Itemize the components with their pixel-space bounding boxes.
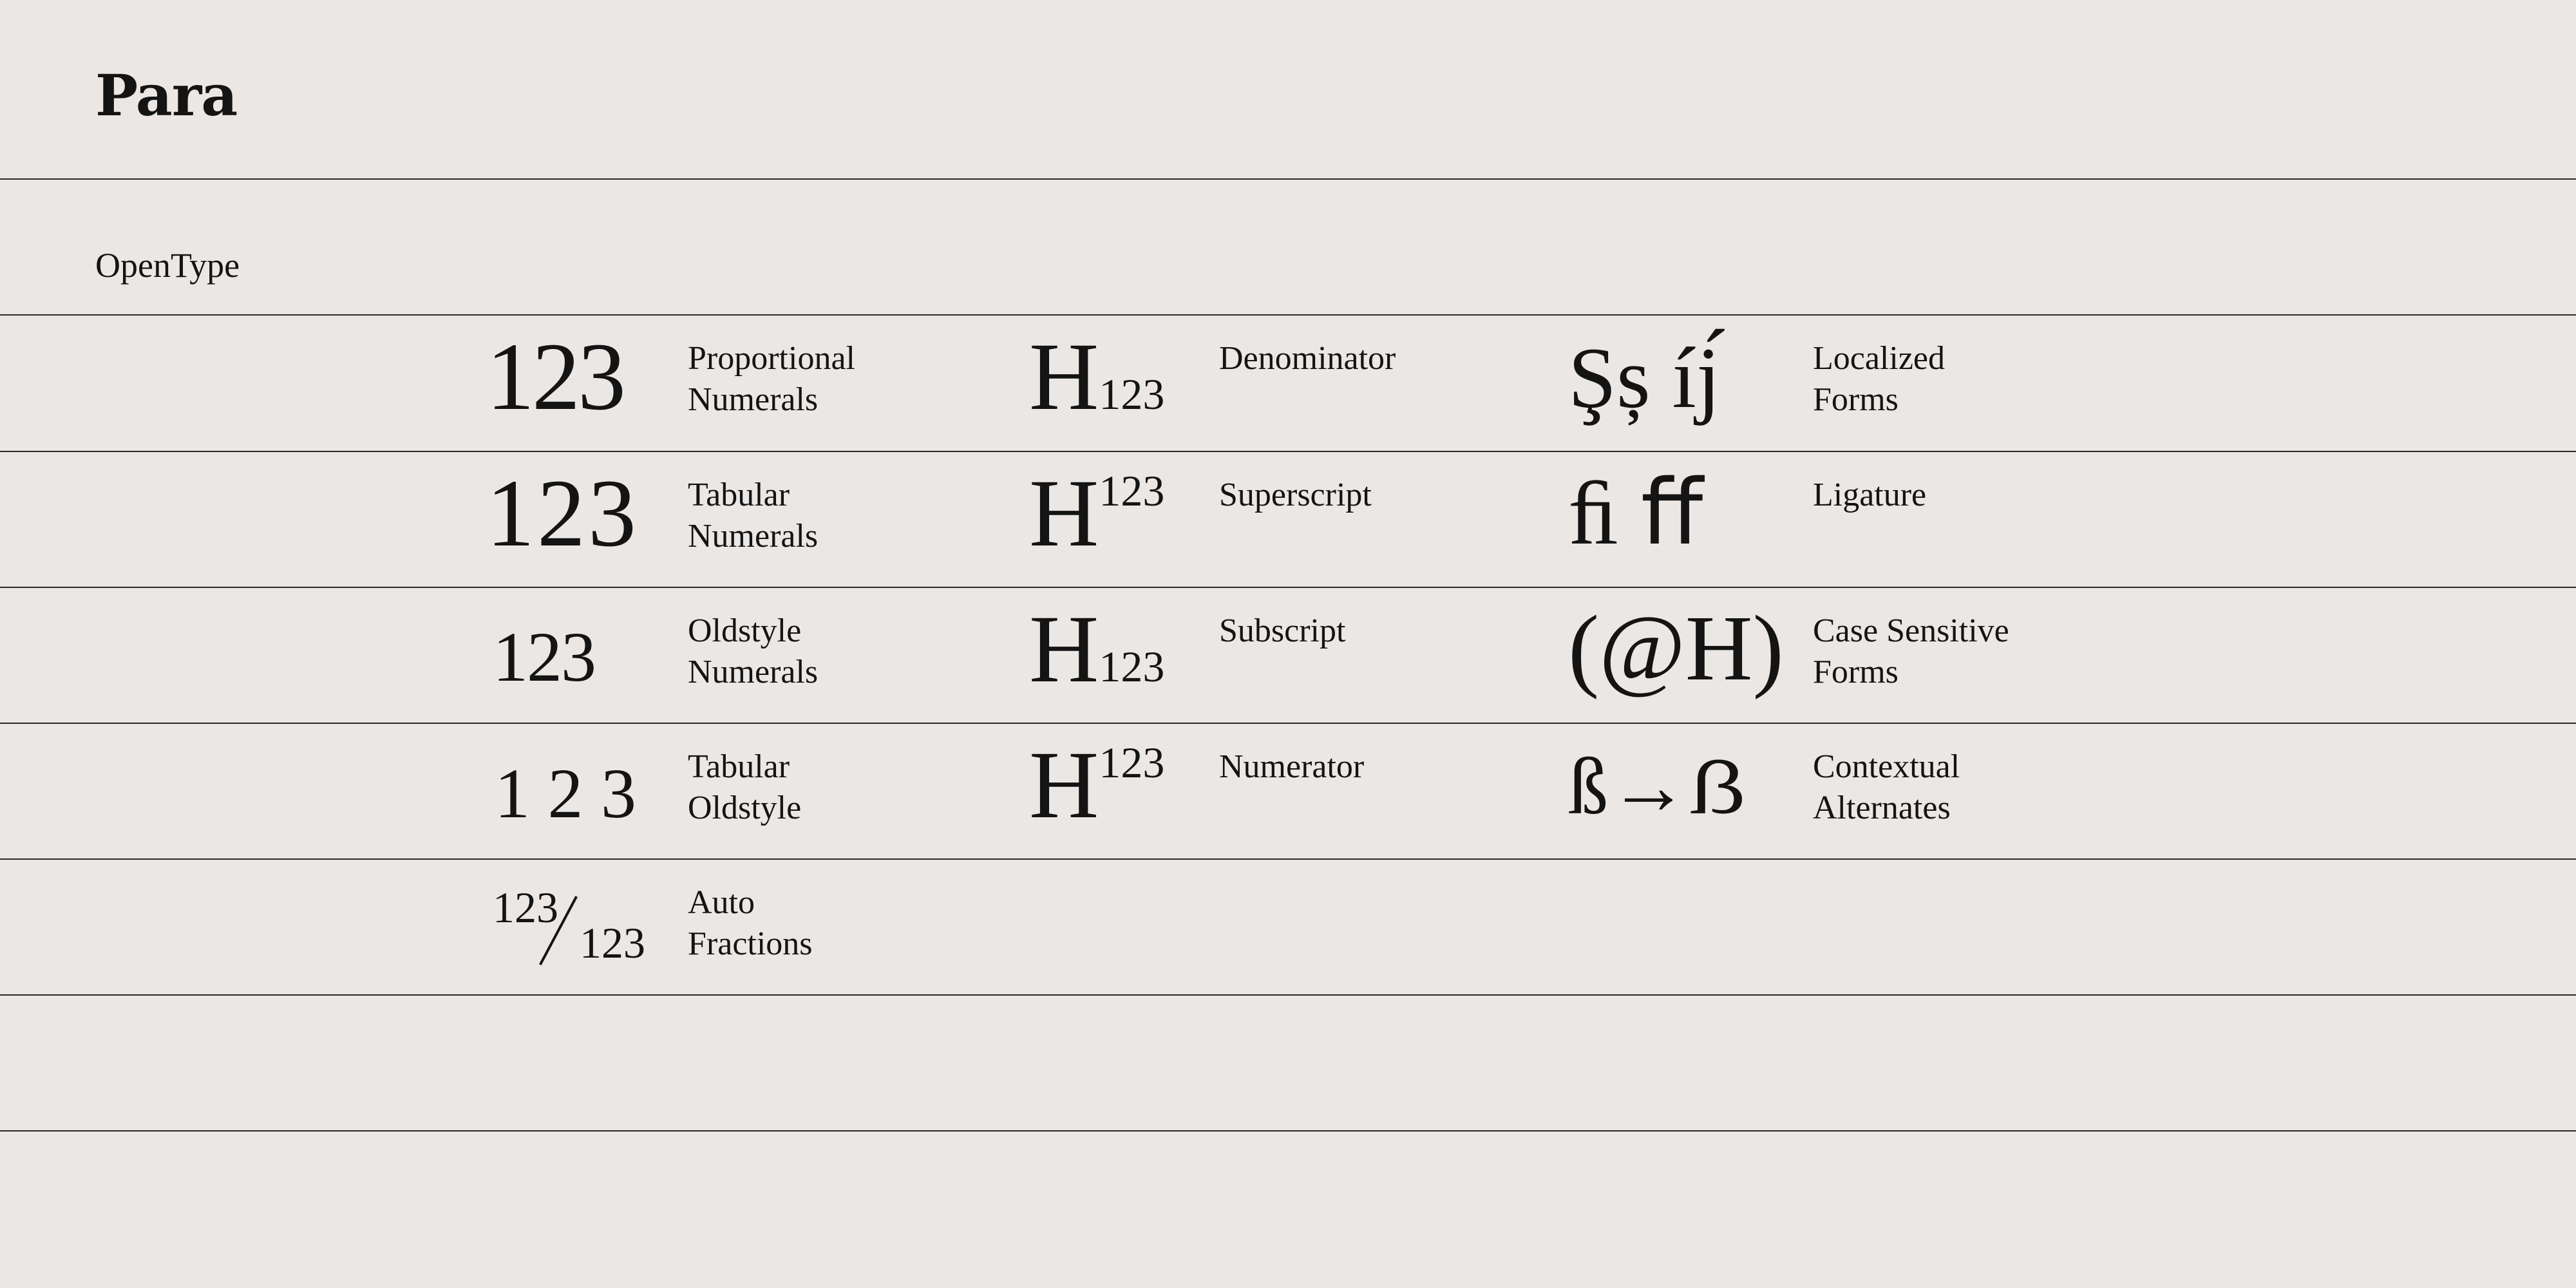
label-line-1: Localized: [1813, 340, 1945, 377]
divider-row-4: [0, 858, 2576, 860]
label-line-2: Oldstyle: [688, 790, 802, 826]
fraction-numerator: 123: [493, 883, 558, 932]
tabular-oldstyle-label: [688, 746, 801, 829]
label-line-1: Auto: [688, 884, 755, 921]
ligature-label: Ligature: [1813, 477, 1927, 513]
label-line-2: Fractions: [688, 925, 813, 962]
tabular-oldstyle-sample: 1 2 3: [495, 754, 636, 833]
numerator-label: Numerator: [1219, 748, 1365, 785]
case-sensitive-sample: (@H): [1568, 597, 1784, 700]
label-line-1: Case Sensitive: [1813, 612, 2009, 649]
divider-section: [0, 314, 2576, 316]
superscript-figures: 123: [1099, 466, 1165, 515]
subscript-figures: 123: [1099, 642, 1165, 691]
proportional-numerals-label: [688, 338, 855, 421]
numerator-figures: 123: [1099, 738, 1165, 787]
label-line-1: Contextual: [1813, 748, 1960, 785]
auto-fractions-sample: [493, 883, 654, 976]
page-title: Para: [95, 62, 238, 129]
label-line-1: Oldstyle: [688, 612, 802, 649]
divider-row-3: [0, 723, 2576, 724]
contextual-alternates-label: [1813, 746, 1960, 829]
numerator-sample: [1029, 732, 1165, 838]
divider-bottom: [0, 1130, 2576, 1132]
auto-fractions-label: [688, 882, 813, 965]
divider-row-2: [0, 587, 2576, 588]
ligature-sample: ﬁ ﬀ: [1568, 464, 1703, 564]
denominator-base: H: [1029, 323, 1099, 430]
label-line-2: Forms: [1813, 654, 1899, 690]
localized-forms-sample: Şș íj́: [1568, 330, 1721, 426]
subscript-sample: [1029, 596, 1165, 703]
section-label: OpenType: [95, 246, 240, 285]
case-sensitive-label: [1813, 611, 2009, 693]
label-line-2: Numerals: [688, 518, 819, 554]
numerator-base: H: [1029, 732, 1099, 838]
contextual-alternates-sample: ß→ẞ: [1568, 743, 1747, 831]
label-line-1: Tabular: [688, 477, 790, 513]
subscript-label: Subscript: [1219, 612, 1346, 649]
divider-row-5: [0, 994, 2576, 996]
oldstyle-numerals-sample: 123: [493, 618, 595, 696]
superscript-base: H: [1029, 460, 1099, 567]
superscript-label: Superscript: [1219, 477, 1372, 513]
fraction-denominator: 123: [580, 918, 645, 967]
denominator-sample: [1029, 323, 1165, 430]
divider-header: [0, 178, 2576, 180]
divider-row-1: [0, 451, 2576, 452]
label-line-1: Tabular: [688, 748, 790, 785]
subscript-base: H: [1029, 596, 1099, 703]
tabular-numerals-sample: 123: [486, 460, 639, 567]
label-line-1: Proportional: [688, 340, 855, 377]
proportional-numerals-sample: 123: [486, 323, 623, 430]
denominator-figures: 123: [1099, 370, 1165, 419]
denominator-label: Denominator: [1219, 340, 1396, 377]
oldstyle-numerals-label: [688, 611, 818, 693]
superscript-sample: [1029, 460, 1165, 567]
label-line-2: Numerals: [688, 381, 819, 418]
tabular-numerals-label: [688, 475, 818, 557]
label-line-2: Forms: [1813, 381, 1899, 418]
label-line-2: Alternates: [1813, 790, 1951, 826]
label-line-2: Numerals: [688, 654, 819, 690]
localized-forms-label: [1813, 338, 1945, 421]
